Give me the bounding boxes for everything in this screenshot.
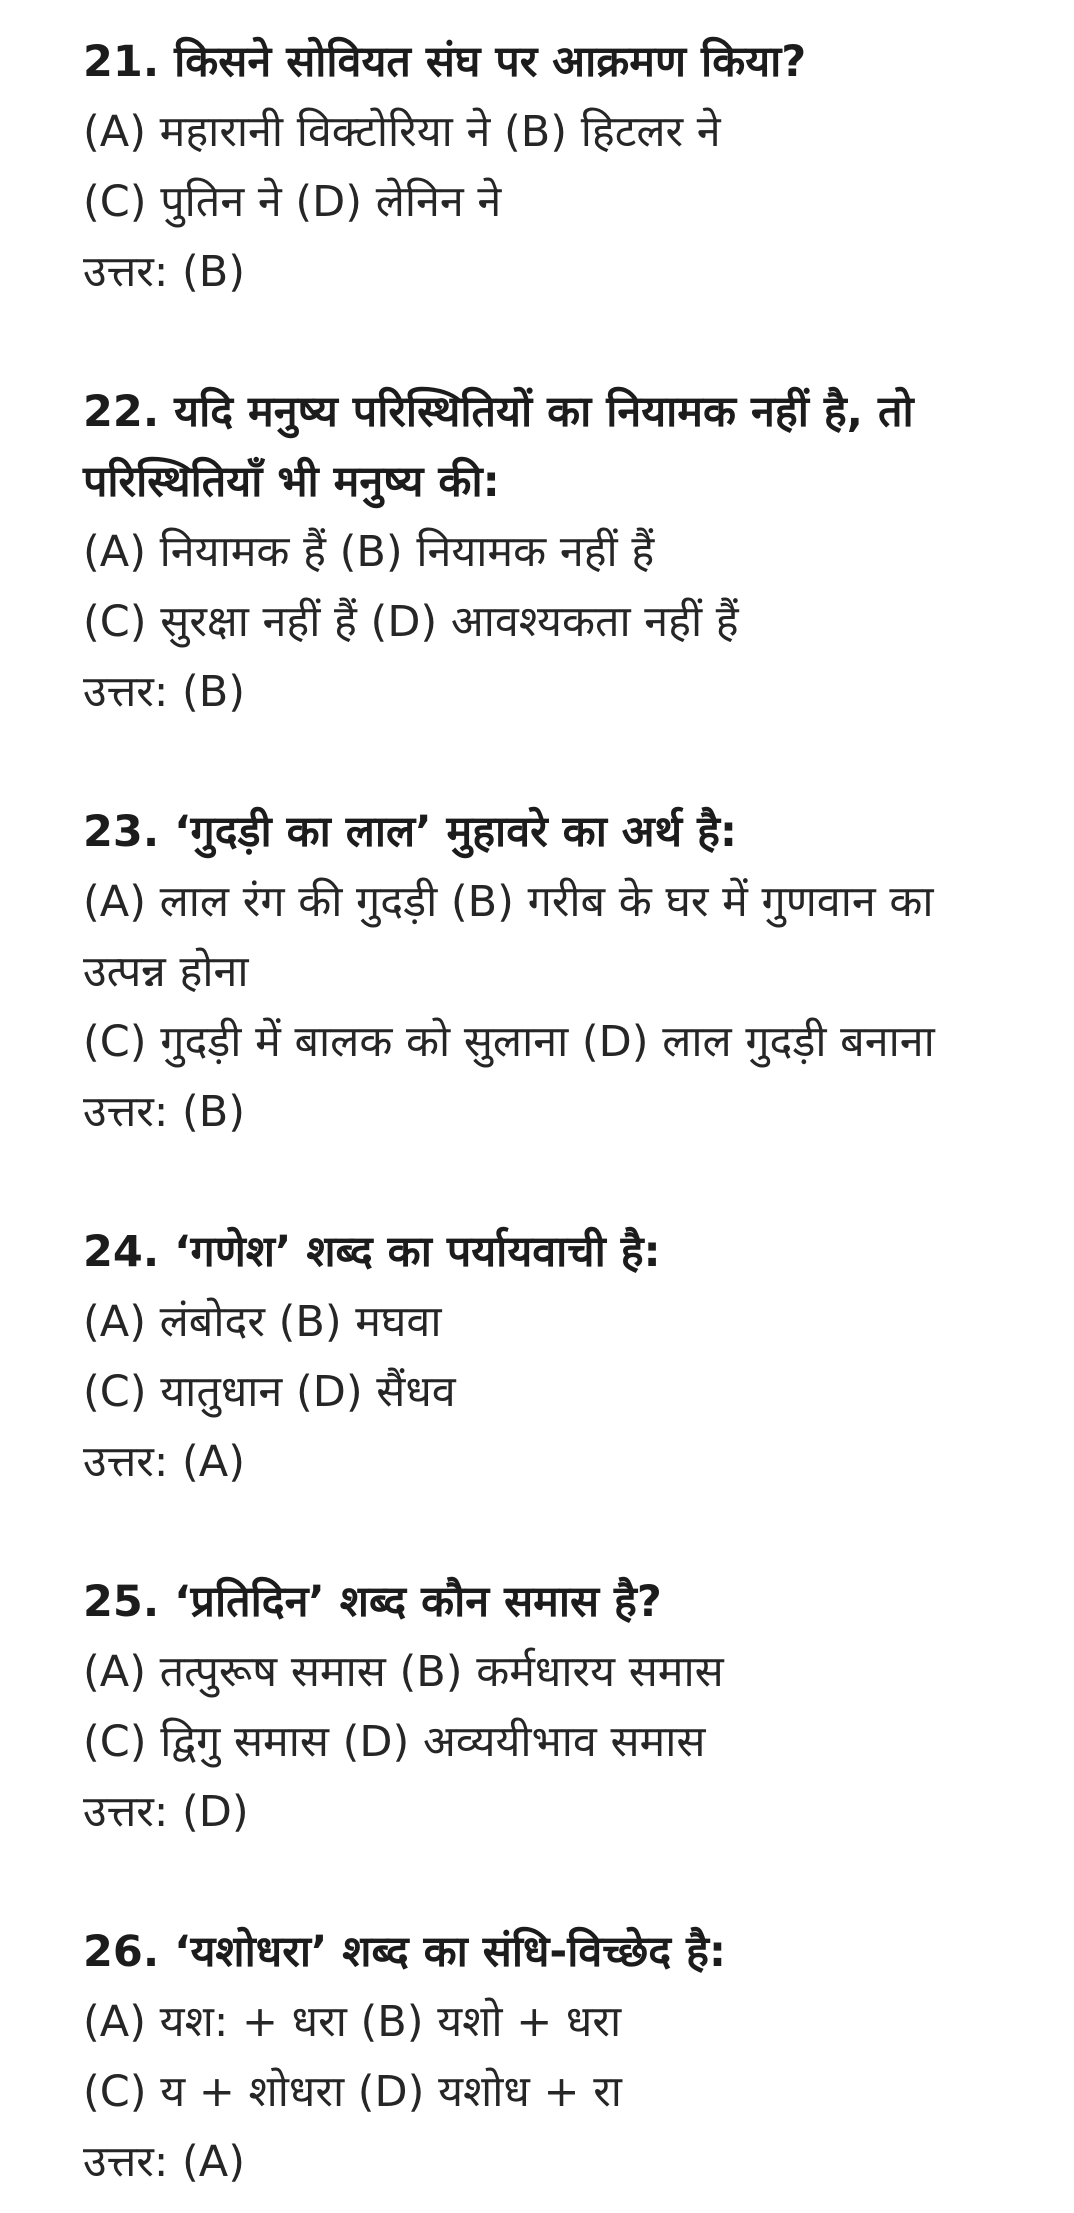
option-line: (C) य + शोधरा (D) यशोध + रा: [83, 2067, 622, 2117]
option-line: (C) सुरक्षा नहीं हैं (D) आवश्यकता नहीं हैं: [83, 597, 739, 647]
answer-text: उत्तर: (B): [83, 247, 246, 297]
question-text: परिस्थितियाँ भी मनुष्य की:: [83, 457, 500, 507]
option-line: (A) तत्पुरूष समास (B) कर्मधारय समास: [83, 1647, 724, 1697]
answer-text: उत्तर: (A): [83, 1437, 245, 1487]
question-text: 25. ‘प्रतिदिन’ शब्द कौन समास है?: [83, 1577, 662, 1627]
question-block-24: [83, 1217, 1043, 1497]
option-line: उत्पन्न होना: [83, 947, 249, 997]
option-line: (A) नियामक हैं (B) नियामक नहीं हैं: [83, 527, 655, 577]
option-line: (A) यश: + धरा (B) यशो + धरा: [83, 1997, 622, 2047]
question-block-23: [83, 797, 1043, 1147]
answer-text: उत्तर: (B): [83, 1087, 246, 1137]
option-line: (A) लंबोदर (B) मघवा: [83, 1297, 442, 1347]
option-line: (C) पुतिन ने (D) लेनिन ने: [83, 177, 502, 227]
option-line: (A) महारानी विक्टोरिया ने (B) हिटलर ने: [83, 107, 721, 157]
option-line: (C) गुदड़ी में बालक को सुलाना (D) लाल गुदड़ी बनाना: [83, 1017, 935, 1067]
option-line: (C) द्विगु समास (D) अव्ययीभाव समास: [83, 1717, 706, 1767]
answer-text: उत्तर: (A): [83, 2137, 245, 2187]
question-text: 26. ‘यशोधरा’ शब्द का संधि-विच्छेद है:: [83, 1927, 727, 1977]
answer-text: उत्तर: (D): [83, 1787, 249, 1837]
question-block-22: [83, 377, 1043, 727]
question-text: 21. किसने सोवियत संघ पर आक्रमण किया?: [83, 37, 807, 87]
question-block-21: [83, 27, 1043, 307]
question-block-25: [83, 1567, 1043, 1847]
option-line: (C) यातुधान (D) सैंधव: [83, 1367, 456, 1417]
option-line: (A) लाल रंग की गुदड़ी (B) गरीब के घर में गुणवान का: [83, 877, 934, 927]
question-text: 23. ‘गुदड़ी का लाल’ मुहावरे का अर्थ है:: [83, 807, 738, 857]
answer-text: उत्तर: (B): [83, 667, 246, 717]
question-text: 24. ‘गणेश’ शब्द का पर्यायवाची है:: [83, 1227, 661, 1277]
question-text: 22. यदि मनुष्य परिस्थितियों का नियामक नहीं है, तो: [83, 387, 914, 437]
question-block-26: [83, 1917, 1043, 2197]
